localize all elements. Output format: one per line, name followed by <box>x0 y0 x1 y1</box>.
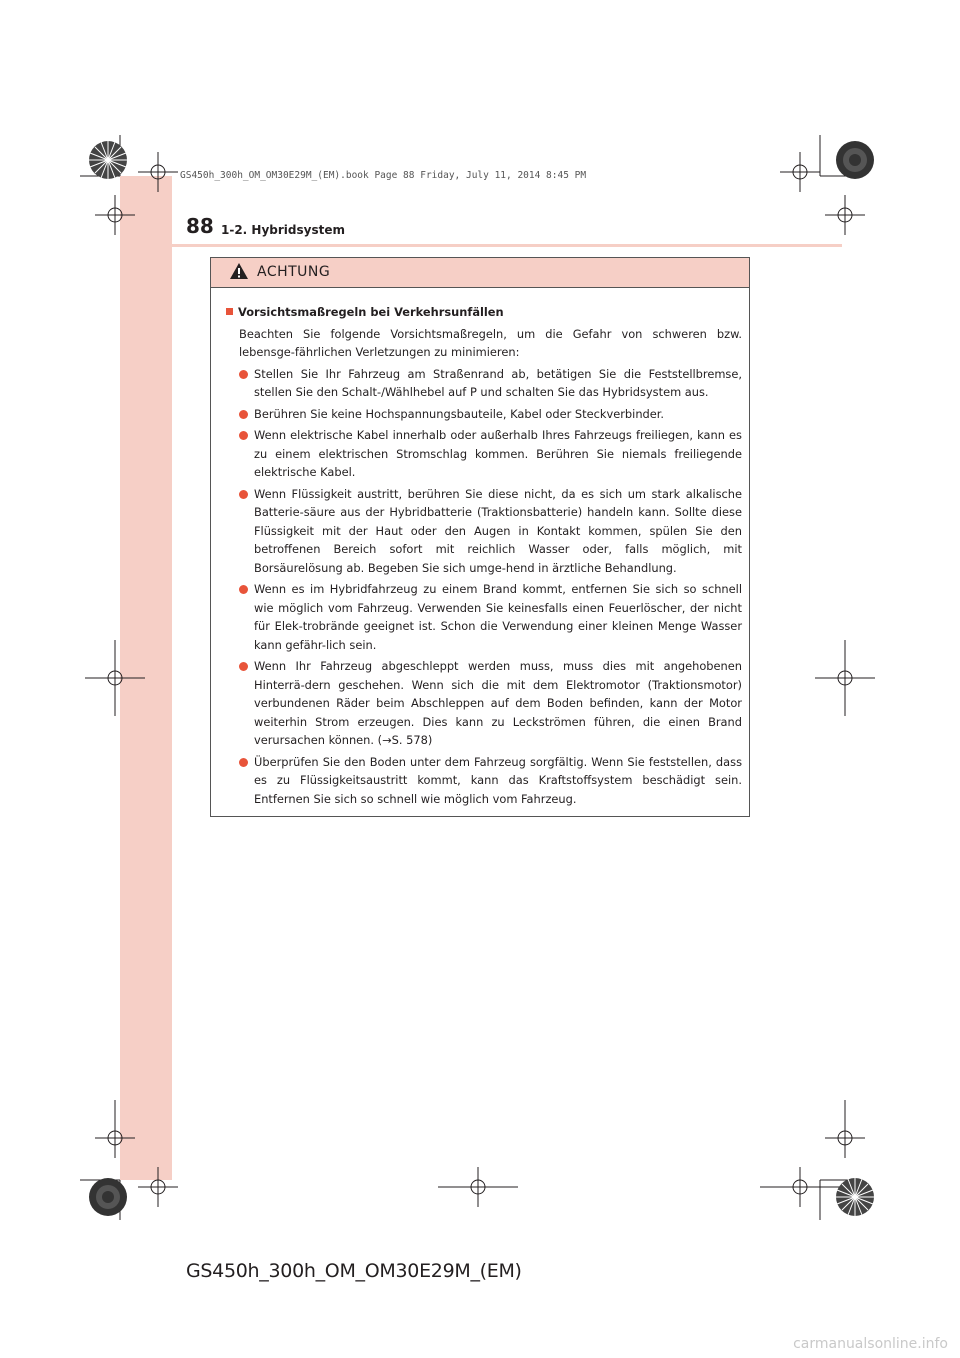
watermark-site: carmanualsonline.info <box>793 1336 948 1352</box>
section-title: 1-2. Hybridsystem <box>221 223 345 237</box>
registration-mark-icon <box>85 152 875 1207</box>
warning-title: ACHTUNG <box>257 264 331 280</box>
list-item-text: Überprüfen Sie den Boden unter dem Fahrzeug sorgfältig. Wenn Sie feststellen, dass es zu Flüssigkeitsaustritt kommt, kann das Kraftstoffsystem beschädigt sein. Entfernen Sie sich so schnell wie möglich vom Fahrzeug. <box>254 754 742 806</box>
color-wheel-icon <box>89 141 874 1216</box>
list-item-text: Berühren Sie keine Hochspannungsbauteile, Kabel oder Steckverbinder. <box>254 406 665 421</box>
warning-intro: Beachten Sie folgende Vorsichtsmaßregeln, um die Gefahr von schweren bzw. lebensge-fährlichen Verletzungen zu minimieren: <box>239 326 742 359</box>
list-item-text: Wenn elektrische Kabel innerhalb oder außerhalb Ihres Fahrzeugs freiliegen, kann es zu einem elektrischen Stromschlag kommen. Berühren Sie niemals freiliegende elektrische Kabel. <box>254 428 742 479</box>
list-item-text: Wenn Flüssigkeit austritt, berühren Sie diese nicht, da es sich um stark alkalische Batterie-säure aus der Hybridbatterie (Traktionsbatterie) handeln kann. Sollte diese Flüssigkeit mit der Haut oder den Augen in Kontakt kommen, spülen Sie den betroffenen Bereich sofort mit reichlich Wasser oder, falls möglich, mit Borsäurelösung ab. Begeben Sie sich umge-hend in ärztliche Behandlung. <box>254 486 742 575</box>
print-info-line: GS450h_300h_OM_OM30E29M_(EM).book Page 88 Friday, July 11, 2014 8:45 PM <box>180 170 587 181</box>
page-number: 88 <box>186 214 214 238</box>
list-item-text: Stellen Sie Ihr Fahrzeug am Straßenrand ab, betätigen Sie die Feststellbremse, stellen Sie den Schalt-/Wählhebel auf P und schalten Sie das Hybridsystem aus. <box>254 366 742 399</box>
warning-subheading-text: Vorsichtsmaßregeln bei Verkehrsunfällen <box>238 305 504 319</box>
list-item-text: Wenn Ihr Fahrzeug abgeschleppt werden muss, muss dies mit angehobenen Hinterrä-dern geschehen. Wenn sich die mit dem Elektromotor (Traktionsmotor) verbundenen Räder beim Abschleppen auf dem Boden befinden, kann der Motor weiterhin Strom erzeugen. Dies kann zu Leckströmen führen, die einen Brand verursachen können. (→S. 578) <box>254 659 742 747</box>
list-item-text: Wenn es im Hybridfahrzeug zu einem Brand kommt, entfernen Sie sich so schnell wie möglich vom Fahrzeug. Verwenden Sie keinesfalls einen Feuerlöscher, der nicht für Elek-trobrände geeignet ist. Schon die Verwendung einer kleinen Menge Wasser kann gefähr-lich sein. <box>254 582 742 652</box>
document-code: GS450h_300h_OM_OM30E29M_(EM) <box>186 1260 522 1282</box>
